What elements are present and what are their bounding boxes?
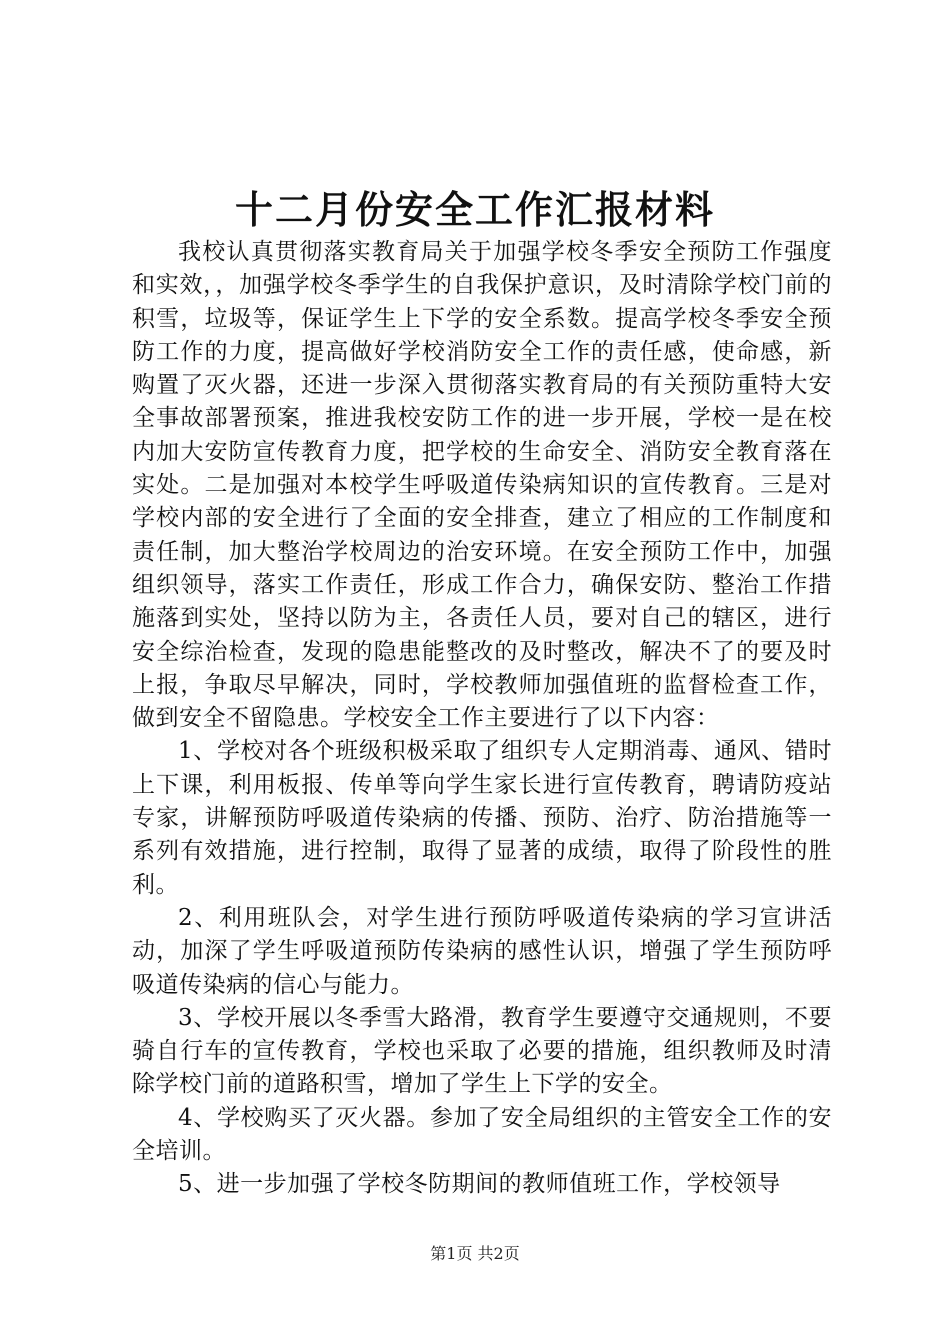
body-paragraph-item-1: 1、学校对各个班级积极采取了组织专人定期消毒、通风、错时上下课，利用板报、传单等向学生家长进行宣传教育，聘请防疫站专家，讲解预防呼吸道传染病的传播、预防、治疗、防治措施等一系列有效措施，进行控制，取得了显著的成绩，取得了阶段性的胜利。	[132, 738, 832, 898]
body-paragraph-item-2: 2、利用班队会，对学生进行预防呼吸道传染病的学习宣讲活动，加深了学生呼吸道预防传染病的感性认识，增强了学生预防呼吸道传染病的信心与能力。	[132, 904, 832, 998]
document-title: 十二月份安全工作汇报材料	[234, 187, 715, 232]
body-paragraph-item-4: 4、学校购买了灭火器。参加了安全局组织的主管安全工作的安全培训。	[132, 1104, 832, 1165]
document-body	[132, 236, 832, 1202]
body-paragraph-item-3: 3、学校开展以冬季雪大路滑，教育学生要遵守交通规则，不要骑自行车的宣传教育，学校也采取了必要的措施，组织教师及时清除学校门前的道路积雪，增加了学生上下学的安全。	[132, 1004, 832, 1098]
body-paragraph-intro: 我校认真贯彻落实教育局关于加强学校冬季安全预防工作强度和实效，，加强学校冬季学生的自我保护意识，及时清除学校门前的积雪，垃圾等，保证学生上下学的安全系数。提高学校冬季安全预防工作的力度，提高做好学校消防安全工作的责任感，使命感，新购置了灭火器，还进一步深入贯彻落实教育局的有关预防重特大安全事故部署预案，推进我校安防工作的进一步开展，学校一是在校内加大安防宣传教育力度，把学校的生命安全、消防安全教育落在实处。二是加强对本校学生呼吸道传染病知识的宣传教育。三是对学校内部的安全进行了全面的安全排查，建立了相应的工作制度和责任制，加大整治学校周边的治安环境。在安全预防工作中，加强组织领导，落实工作责任，形成工作合力，确保安防、整治工作措施落到实处，坚持以防为主，各责任人员，要对自己的辖区，进行安全综治检查，发现的隐患能整改的及时整改，解决不了的要及时上报，争取尽早解决，同时，学校教师加强值班的监督检查工作，做到安全不留隐患。学校安全工作主要进行了以下内容：	[132, 239, 832, 732]
body-paragraph-item-5: 5、进一步加强了学校冬防期间的教师值班工作，学校领导	[178, 1171, 781, 1198]
page-number-footer: 第1页 共2页	[430, 1244, 520, 1263]
